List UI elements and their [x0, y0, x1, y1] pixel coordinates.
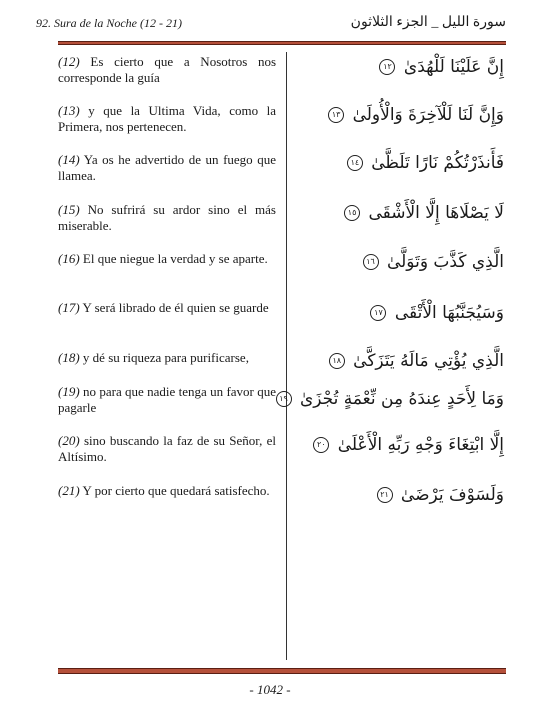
verse-number: (12) — [58, 54, 80, 69]
verse-translation — [58, 350, 276, 366]
top-decorative-rule — [58, 41, 506, 45]
verse-translation — [58, 54, 276, 86]
header-chapter-title: 92. Sura de la Noche (12 - 21) — [36, 16, 182, 30]
verse-number: (17) — [58, 300, 80, 315]
arabic-text: إِنَّ عَلَيْنَا لَلْهُدَىٰ — [403, 57, 504, 77]
ayah-number-marker: ١٢ — [379, 59, 395, 75]
arabic-text: وَسَيُجَنَّبُهَا الْأَتْقَى — [394, 303, 504, 323]
verse-number: (15) — [58, 202, 80, 217]
verse-arabic — [296, 302, 504, 324]
verse-arabic — [296, 434, 504, 456]
header-arabic-title: سورة الليل _ الجزء الثلاثون — [350, 15, 506, 30]
verse-number: (18) — [58, 350, 80, 365]
verse-text: Ya os he advertido de un fuego que llamea. — [58, 152, 276, 183]
verse-arabic — [296, 104, 504, 126]
verse-arabic — [296, 251, 504, 273]
ayah-number-marker: ١٤ — [347, 155, 363, 171]
verse-text: y que la Ultima Vida, como la Primera, nos pertenecen. — [58, 103, 276, 134]
verse-text: Y por cierto que quedará satisfecho. — [82, 483, 270, 498]
verse-translation — [58, 202, 276, 234]
arabic-text: وَمَا لِأَحَدٍ عِندَهُ مِن نِّعْمَةٍ تُجْزَىٰ — [299, 389, 504, 409]
arabic-text: وَلَسَوْفَ يَرْضَىٰ — [400, 485, 504, 505]
verse-arabic — [296, 484, 504, 506]
verse-text: Y será librado de él quien se guarde — [82, 300, 269, 315]
ayah-number-marker: ١٩ — [276, 391, 292, 407]
ayah-number-marker: ١٧ — [370, 305, 386, 321]
verse-translation — [58, 152, 276, 184]
verse-arabic — [296, 152, 504, 174]
bottom-decorative-rule — [58, 668, 506, 674]
verse-text: no para que nadie tenga un favor que pagarle — [58, 384, 276, 415]
verse-text: No sufrirá su ardor sino el más miserable. — [58, 202, 276, 233]
verse-text: Es cierto que a Nosotros nos corresponde la guía — [58, 54, 277, 85]
verse-translation — [58, 251, 276, 267]
verse-arabic — [279, 388, 504, 410]
verse-translation — [58, 433, 276, 465]
verse-number: (16) — [58, 251, 80, 266]
ayah-number-marker: ١٨ — [329, 353, 345, 369]
verse-number: (21) — [58, 483, 80, 498]
verse-text: sino buscando la faz de su Señor, el Altísimo. — [58, 433, 277, 464]
verse-translation — [58, 483, 276, 499]
verse-arabic — [296, 202, 504, 224]
arabic-text: لَا يَصْلَاهَا إِلَّا الْأَشْقَى — [368, 203, 504, 223]
verse-text: y dé su riqueza para purificarse, — [82, 350, 249, 365]
arabic-text: الَّذِي يُؤْتِي مَالَهُ يَتَزَكَّىٰ — [353, 351, 504, 371]
ayah-number-marker: ١٣ — [328, 107, 344, 123]
verse-number: (14) — [58, 152, 80, 167]
verse-translation — [58, 300, 276, 316]
ayah-number-marker: ١٥ — [344, 205, 360, 221]
ayah-number-marker: ١٦ — [363, 254, 379, 270]
verse-translation — [58, 384, 276, 416]
ayah-number-marker: ٢٠ — [313, 437, 329, 453]
verse-arabic — [296, 56, 504, 78]
verse-translation — [58, 103, 276, 135]
verse-number: (19) — [58, 384, 80, 399]
column-divider — [286, 52, 287, 660]
verse-number: (13) — [58, 103, 80, 118]
arabic-text: الَّذِي كَذَّبَ وَتَوَلَّىٰ — [386, 252, 504, 272]
verse-arabic — [296, 350, 504, 372]
ayah-number-marker: ٢١ — [377, 487, 393, 503]
arabic-text: إِلَّا ابْتِغَاءَ وَجْهِ رَبِّهِ الْأَعْلَىٰ — [337, 435, 504, 455]
verse-text: El que niegue la verdad y se aparte. — [82, 251, 268, 266]
arabic-text: وَإِنَّ لَنَا لَلْآخِرَةَ وَالْأُولَىٰ — [352, 105, 504, 125]
arabic-text: فَأَنذَرْتُكُمْ نَارًا تَلَظَّىٰ — [371, 153, 504, 173]
page-number: - 1042 - — [249, 682, 291, 697]
verse-number: (20) — [58, 433, 80, 448]
page-header — [36, 14, 506, 40]
